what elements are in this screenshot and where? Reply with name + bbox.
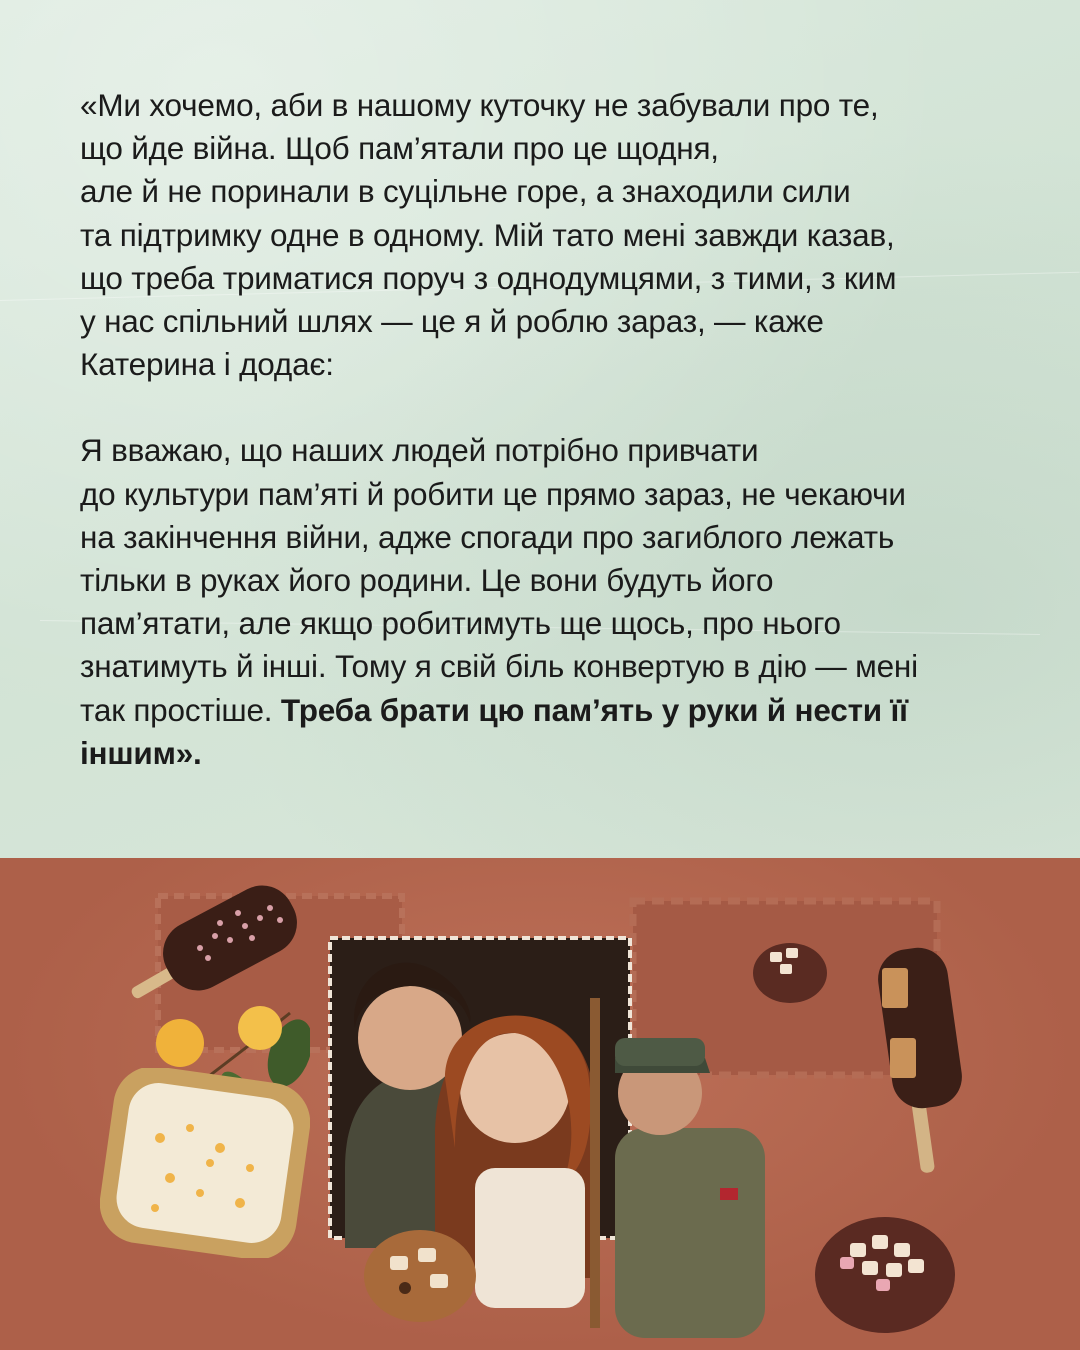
text-line: на закінчення війни, адже спогади про загиблого лежать	[80, 518, 895, 555]
emphasis-text: Треба брати цю пам’ять у руки й нести її	[280, 691, 908, 728]
ice-cream-bar-icon	[870, 938, 970, 1178]
photo-collage	[0, 858, 1080, 1350]
quote-paragraph-2	[80, 429, 1000, 775]
text-line: що треба триматися поруч з однодумцями, з тими, з ким	[80, 259, 897, 296]
text-line: Катерина і додає:	[80, 346, 334, 383]
text-line: що йде війна. Щоб пам’ятали про це щодня,	[80, 130, 719, 167]
text-line: знатимуть й інші. Тому я свій біль конвертую в дію — мені	[80, 648, 918, 685]
emphasis-text: іншим».	[80, 734, 202, 771]
text-line: Я вважаю, що наших людей потрібно привчати	[80, 432, 759, 469]
text-line: але й не поринали в суцільне горе, а знаходили сили	[80, 173, 851, 210]
text-line: пам’ятати, але якщо робитимуть ще щось, про нього	[80, 605, 841, 642]
text-line: так простіше.	[80, 691, 281, 728]
cookie-icon	[360, 1226, 480, 1326]
porridge-dish-icon	[100, 1068, 310, 1258]
quote-paragraph-1	[80, 84, 1000, 386]
quote-text	[80, 84, 1000, 775]
chocolate-cookie-icon	[750, 938, 830, 1008]
text-line: та підтримку одне в одному. Мій тато мені завжди казав,	[80, 216, 895, 253]
text-line: до культури пам’яті й робити це прямо зараз, не чекаючи	[80, 475, 906, 512]
text-line: «Ми хочемо, аби в нашому куточку не забували про те,	[80, 87, 879, 123]
text-line: тільки в руках його родини. Це вони будуть його	[80, 562, 774, 599]
text-line: у нас спільний шлях — це я й роблю зараз, — каже	[80, 303, 824, 340]
chocolate-cookie-icon	[810, 1213, 960, 1338]
